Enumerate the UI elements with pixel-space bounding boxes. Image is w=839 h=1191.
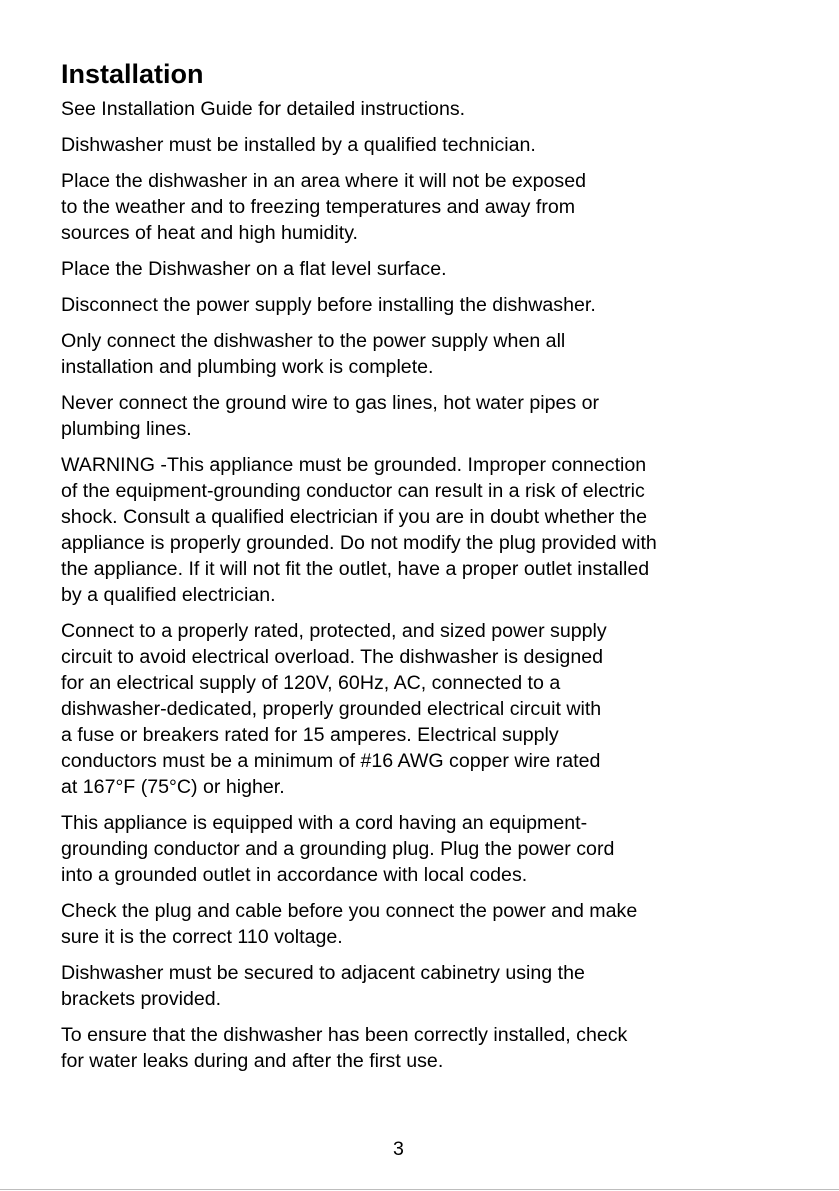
- paragraph-connect-when-complete: [61, 328, 831, 380]
- page-number: 3: [393, 1138, 404, 1160]
- paragraph-warning-grounded: [61, 452, 831, 608]
- text-line: Connect to a properly rated, protected, and sized power supply: [61, 620, 607, 642]
- text-line: See Installation Guide for detailed instructions.: [61, 98, 466, 120]
- paragraph-brackets: [61, 960, 831, 1012]
- text-line: Disconnect the power supply before installing the dishwasher.: [61, 294, 596, 316]
- text-line: of the equipment-grounding conductor can result in a risk of electric: [61, 480, 645, 502]
- paragraph-water-leaks: [61, 1022, 831, 1074]
- text-line: Place the dishwasher in an area where it will not be exposed: [61, 170, 586, 192]
- paragraph-technician: [61, 132, 831, 158]
- text-line: installation and plumbing work is complete.: [61, 356, 434, 378]
- paragraph-level-surface: [61, 256, 831, 282]
- text-line: by a qualified electrician.: [61, 584, 276, 606]
- text-line: Dishwasher must be secured to adjacent cabinetry using the: [61, 962, 585, 984]
- paragraph-placement: [61, 168, 831, 246]
- text-line: shock. Consult a qualified electrician if you are in doubt whether the: [61, 506, 647, 528]
- text-line: plumbing lines.: [61, 418, 192, 440]
- text-line: into a grounded outlet in accordance with local codes.: [61, 864, 528, 886]
- text-line: dishwasher-dedicated, properly grounded electrical circuit with: [61, 698, 602, 720]
- text-line: WARNING -This appliance must be grounded. Improper connection: [61, 454, 647, 476]
- text-line: sources of heat and high humidity.: [61, 222, 358, 244]
- text-line: appliance is properly grounded. Do not modify the plug provided with: [61, 532, 657, 554]
- text-line: Never connect the ground wire to gas lines, hot water pipes or: [61, 392, 600, 414]
- text-line: Only connect the dishwasher to the power supply when all: [61, 330, 566, 352]
- text-line: to the weather and to freezing temperatures and away from: [61, 196, 576, 218]
- text-line: Place the Dishwasher on a flat level surface.: [61, 258, 447, 280]
- paragraph-power-supply: [61, 618, 831, 800]
- text-line: Dishwasher must be installed by a qualified technician.: [61, 134, 536, 156]
- text-line: brackets provided.: [61, 988, 222, 1010]
- paragraph-ground-wire: [61, 390, 831, 442]
- text-line: a fuse or breakers rated for 15 amperes. Electrical supply: [61, 724, 559, 746]
- text-line: conductors must be a minimum of #16 AWG copper wire rated: [61, 750, 601, 772]
- page-title: Installation: [61, 59, 204, 89]
- paragraph-disconnect-power: [61, 292, 831, 318]
- paragraph-grounding-cord: [61, 810, 831, 888]
- text-line: at 167°F (75°C) or higher.: [61, 776, 285, 798]
- bottom-divider: [0, 1189, 839, 1190]
- text-line: To ensure that the dishwasher has been correctly installed, check: [61, 1024, 628, 1046]
- text-line: grounding conductor and a grounding plug. Plug the power cord: [61, 838, 615, 860]
- paragraph-guide: [61, 96, 831, 122]
- text-line: the appliance. If it will not fit the outlet, have a proper outlet installed: [61, 558, 650, 580]
- paragraph-check-plug: [61, 898, 831, 950]
- text-line: for water leaks during and after the first use.: [61, 1050, 444, 1072]
- text-line: This appliance is equipped with a cord having an equipment-: [61, 812, 588, 834]
- text-line: sure it is the correct 110 voltage.: [61, 926, 343, 948]
- text-line: circuit to avoid electrical overload. The dishwasher is designed: [61, 646, 604, 668]
- text-line: for an electrical supply of 120V, 60Hz, AC, connected to a: [61, 672, 561, 694]
- text-line: Check the plug and cable before you connect the power and make: [61, 900, 638, 922]
- instructions-body: [61, 96, 831, 1084]
